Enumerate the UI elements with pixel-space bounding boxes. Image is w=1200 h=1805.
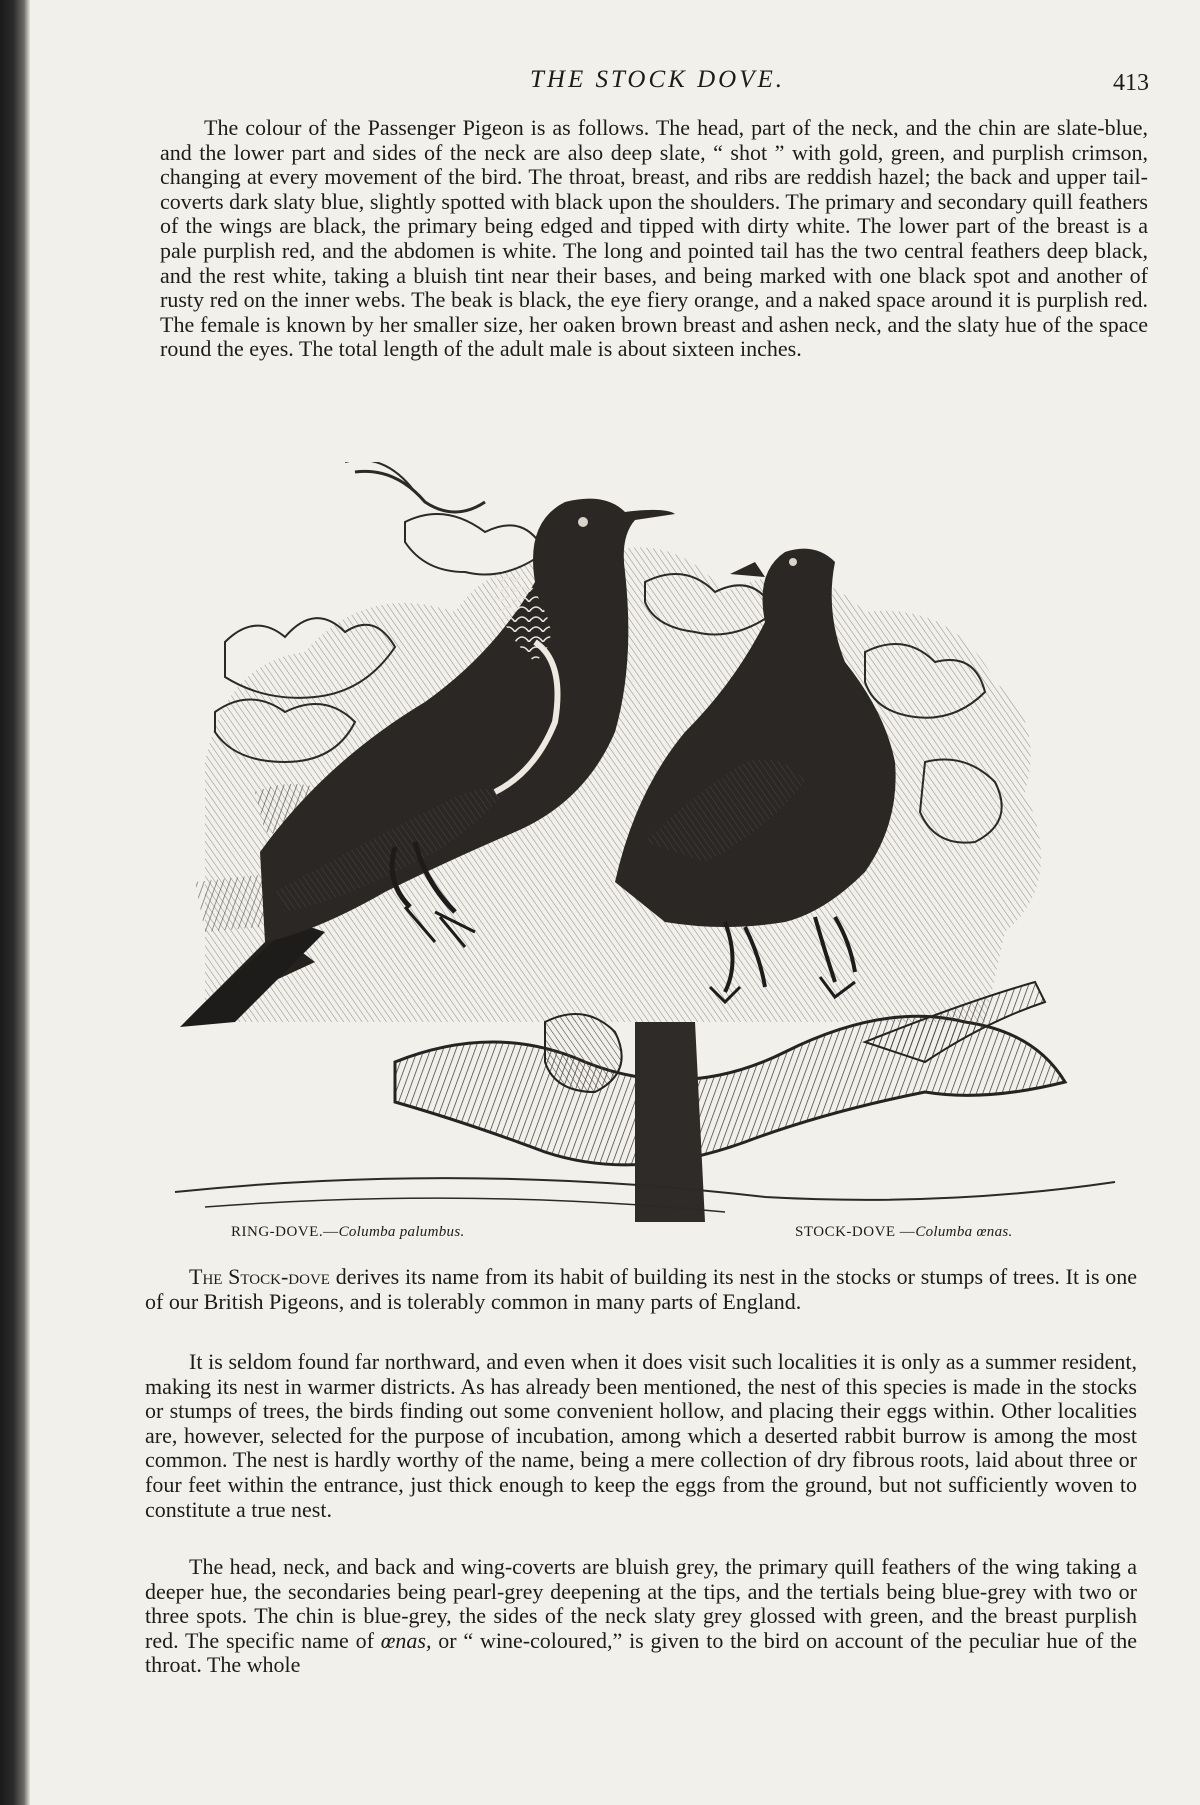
stock-dove-intro-paragraph [145,1265,1137,1314]
page-number: 413 [1113,70,1149,96]
caption-ring-dove [231,1224,465,1241]
caption-stock-dove [795,1224,1013,1241]
dove-engraving-illustration [165,462,1125,1222]
caption-stock-dove-name: STOCK-DOVE — [795,1224,916,1240]
caption-stock-dove-scientific: Columba œnas. [915,1224,1013,1240]
running-title: THE STOCK DOVE. [530,66,785,93]
passenger-pigeon-paragraph: The colour of the Passenger Pigeon is as follows. The head, part of the neck, and the chin are slate-blue, and the lower part and sides of the neck are also deep slate, “ shot ” with gold, green, and purplish crimson, changing at every movement of the bird. The throat, breast, and ribs are reddish hazel; the back and upper tail-coverts dark slaty blue, slightly spotted with black upon the shoulders. The primary and secondary quill feathers of the wings are black, the primary being edged and tipped with dirty white. The lower part of the breast is a pale purplish red, and the abdomen is white. The long and pointed tail has the two central feathers deep black, and the rest white, taking a bluish tint near their bases, and being marked with one black spot and another of rusty red on the inner webs. The beak is black, the eye fiery orange, and a naked space around it is purplish red. The female is known by her smaller size, her oaken brown breast and ashen neck, and the slaty hue of the space round the eyes. The total length of the adult male is about sixteen inches. [160,115,1148,362]
colour-text-end: or “ wine-coloured,” is given to the bird on account of the peculiar hue of the throat. The whole [145,1627,1137,1678]
stock-dove-colour-paragraph [145,1555,1137,1678]
running-head [160,66,1155,100]
caption-ring-dove-name: RING-DOVE.— [231,1224,339,1240]
colour-text-start: The head, neck, and back and wing-coverts are bluish grey, the primary quill feathers of the wing taking a deeper hue, the secondaries being pearl-grey deepening at the tips, and the tertials being blue-grey with two or three spots. The chin is blue-grey, the sides of the neck slaty grey glossed with green, and the breast purplish red. The specific name of [145,1554,1137,1653]
stock-dove-habitat-paragraph: It is seldom found far northward, and even when it does visit such localities it is only as a summer resident, making its nest in warmer districts. As has already been mentioned, the nest of this species is made in the stocks or stumps of trees, the birds finding out some convenient hollow, and placing their eggs within. Other localities are, however, selected for the purpose of incubation, among which a deserted rabbit burrow is among the most common. The nest is hardly worthy of the name, being a mere collection of dry fibrous roots, laid about three or four feet within the entrance, just thick enough to keep the eggs from the ground, but not sufficiently woven to constitute a true nest. [145,1349,1137,1522]
stock-dove-intro-text: derives its name from its habit of building its nest in the stocks or stumps of trees. It is one of our British Pigeons, and is tolerably common in many parts of England. [145,1264,1138,1314]
stock-dove-lead-in: The Stock-dove [189,1264,330,1289]
specific-name-oenas: œnas, [380,1627,432,1653]
dove-engraving-figure [165,462,1125,1222]
caption-ring-dove-scientific: Columba palumbus. [338,1224,465,1240]
